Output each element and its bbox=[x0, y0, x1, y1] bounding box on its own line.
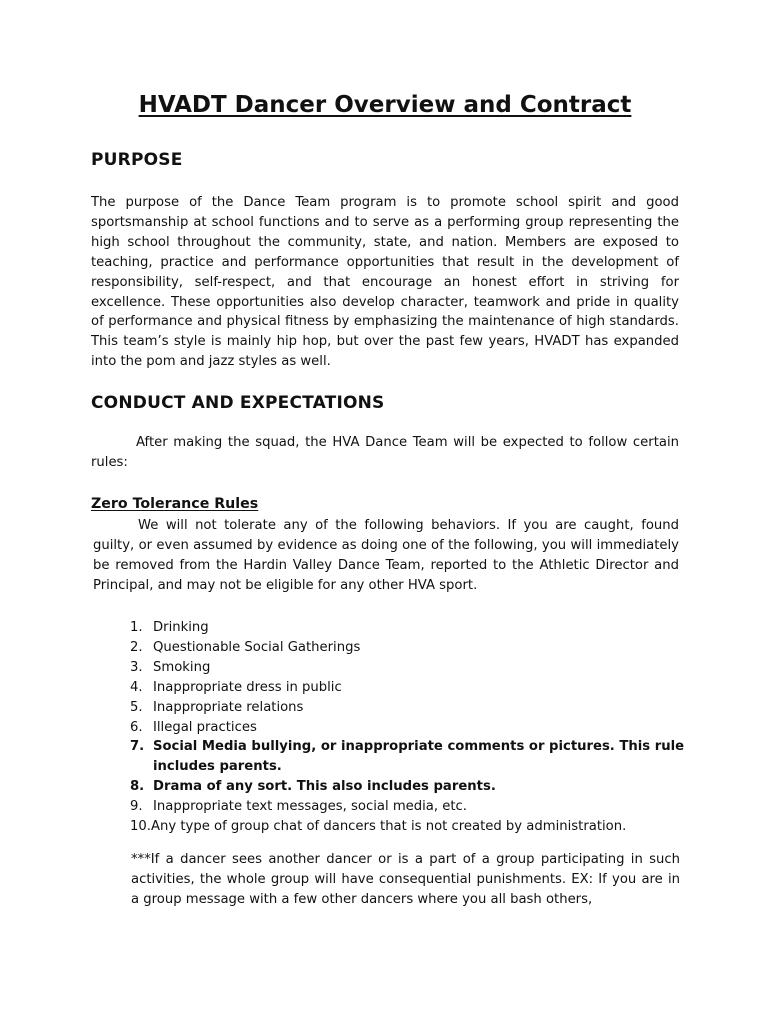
purpose-heading: PURPOSE bbox=[91, 150, 183, 170]
rule-text: Smoking bbox=[153, 659, 211, 675]
zero-tolerance-intro-paragraph: We will not tolerate any of the following behaviors. If you are caught, found guilty, or even assumed by evidence as doing one of the following, you will immediately be removed from the Hardin Valley Dance Team, reported to the Athletic Director and Principal, and may not be eligible for any other HVA sport. bbox=[93, 518, 679, 593]
conduct-intro-paragraph: After making the squad, the HVA Dance Team will be expected to follow certain rules: bbox=[91, 435, 679, 470]
rule-item bbox=[130, 678, 685, 698]
conduct-heading: CONDUCT AND EXPECTATIONS bbox=[91, 393, 385, 413]
rule-number: 9. bbox=[130, 799, 143, 815]
rule-number: 3. bbox=[130, 659, 143, 675]
rule-text: Drama of any sort. This also includes parents. bbox=[153, 779, 496, 795]
rule-text: Drinking bbox=[153, 620, 209, 635]
rule-number: 1. bbox=[130, 620, 143, 635]
zero-tolerance-rules-list bbox=[130, 618, 685, 837]
rule-number: 4. bbox=[130, 679, 143, 695]
rule-text: Social Media bullying, or inappropriate comments or pictures. This rule includes parents. bbox=[153, 739, 685, 775]
rule-item bbox=[130, 797, 685, 817]
document-title: HVADT Dancer Overview and Contract bbox=[138, 92, 632, 118]
rule-text: Illegal practices bbox=[153, 719, 257, 735]
rule-item bbox=[130, 737, 685, 777]
rule-number: 2. bbox=[130, 639, 143, 655]
rule-number: 8. bbox=[130, 779, 145, 795]
rule-text: Inappropriate dress in public bbox=[153, 679, 342, 695]
purpose-paragraph: The purpose of the Dance Team program is to promote school spirit and good sportsmanship at school functions and to serve as a performing group representing the high school throughout the community, state, and nation. Members are exposed to teaching, practice and performance opportunities that result in the development of responsibility, self-respect, and that encourage an honest effort in striving for excellence. These opportunities also develop character, teamwork and pride in quality of performance and physical fitness by emphasizing the maintenance of high standards. This team’s style is mainly hip hop, but over the past few years, HVADT has expanded into the pom and jazz styles as well. bbox=[91, 195, 679, 370]
rule-number: 10. bbox=[130, 819, 151, 835]
rule-item bbox=[130, 658, 685, 678]
rule-text: Inappropriate text messages, social media, etc. bbox=[153, 799, 468, 815]
rule-item bbox=[130, 777, 685, 797]
rule-number: 7. bbox=[130, 739, 145, 755]
rule-item bbox=[130, 698, 685, 718]
zero-tolerance-heading: Zero Tolerance Rules bbox=[91, 496, 259, 512]
rule-item bbox=[130, 718, 685, 738]
rule-item bbox=[130, 638, 685, 658]
rule-text: Any type of group chat of dancers that is not created by administration. bbox=[150, 819, 627, 835]
rule-number: 5. bbox=[130, 699, 143, 715]
rule-item bbox=[130, 618, 685, 638]
rule-text: Questionable Social Gatherings bbox=[153, 639, 361, 655]
rule-item bbox=[130, 817, 685, 837]
rule-number: 6. bbox=[130, 719, 143, 735]
rule-text: Inappropriate relations bbox=[153, 699, 304, 715]
group-consequence-note: ***If a dancer sees another dancer or is a part of a group participating in such activities, the whole group will have consequential punishments. EX: If you are in a group message with a few other dancers where you all bash others, bbox=[131, 852, 680, 907]
